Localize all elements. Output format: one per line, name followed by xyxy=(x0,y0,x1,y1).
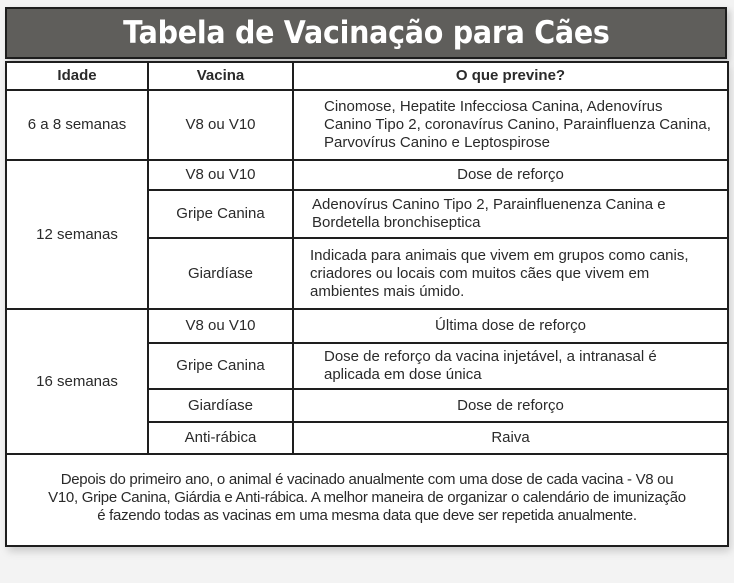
table-row xyxy=(6,309,728,343)
prevents-cell: Última dose de reforço xyxy=(293,309,728,343)
vaccine-cell: Giardíase xyxy=(148,238,293,309)
vaccine-cell: Giardíase xyxy=(148,389,293,422)
footer-note: Depois do primeiro ano, o animal é vacinado anualmente com uma dose de cada vacina - V8 ou V10, Gripe Canina, Giárdia e Anti-rábica. A melhor maneira de organizar o calendário de imunização é fazendo todas as vacinas em uma mesma data que deve ser repetida anualmente. xyxy=(6,454,728,546)
prevents-cell: Raiva xyxy=(293,422,728,454)
age-cell: 6 a 8 semanas xyxy=(6,90,148,160)
header-vaccine: Vacina xyxy=(148,62,293,90)
footer-row xyxy=(6,454,728,546)
age-cell: 16 semanas xyxy=(6,309,148,454)
table-row xyxy=(6,90,728,160)
title-banner xyxy=(5,7,727,59)
prevents-cell: Indicada para animais que vivem em grupos como canis, criadores ou locais com muitos cães que vivem em ambientes mais úmido. xyxy=(293,238,728,309)
vaccine-cell: V8 ou V10 xyxy=(148,309,293,343)
vaccination-table xyxy=(5,61,729,547)
age-cell: 12 semanas xyxy=(6,160,148,309)
page-title: Tabela de Vacinação para Cães xyxy=(122,15,610,51)
vaccine-cell: Gripe Canina xyxy=(148,343,293,389)
header-age: Idade xyxy=(6,62,148,90)
prevents-cell: Dose de reforço xyxy=(293,389,728,422)
table-header-row xyxy=(6,62,728,90)
prevents-cell: Dose de reforço da vacina injetável, a intranasal é aplicada em dose única xyxy=(293,343,728,389)
prevents-cell: Cinomose, Hepatite Infecciosa Canina, Adenovírus Canino Tipo 2, coronavírus Canino, Parainfluenza Canina, Parvovírus Canino e Leptospirose xyxy=(293,90,728,160)
header-prevents: O que previne? xyxy=(293,62,728,90)
table-row xyxy=(6,160,728,190)
prevents-cell: Adenovírus Canino Tipo 2, Parainfluenenza Canina e Bordetella bronchiseptica xyxy=(293,190,728,238)
vaccine-cell: Gripe Canina xyxy=(148,190,293,238)
vaccine-cell: Anti-rábica xyxy=(148,422,293,454)
vaccine-cell: V8 ou V10 xyxy=(148,90,293,160)
vaccine-cell: V8 ou V10 xyxy=(148,160,293,190)
prevents-cell: Dose de reforço xyxy=(293,160,728,190)
vaccination-table-container xyxy=(5,61,727,547)
